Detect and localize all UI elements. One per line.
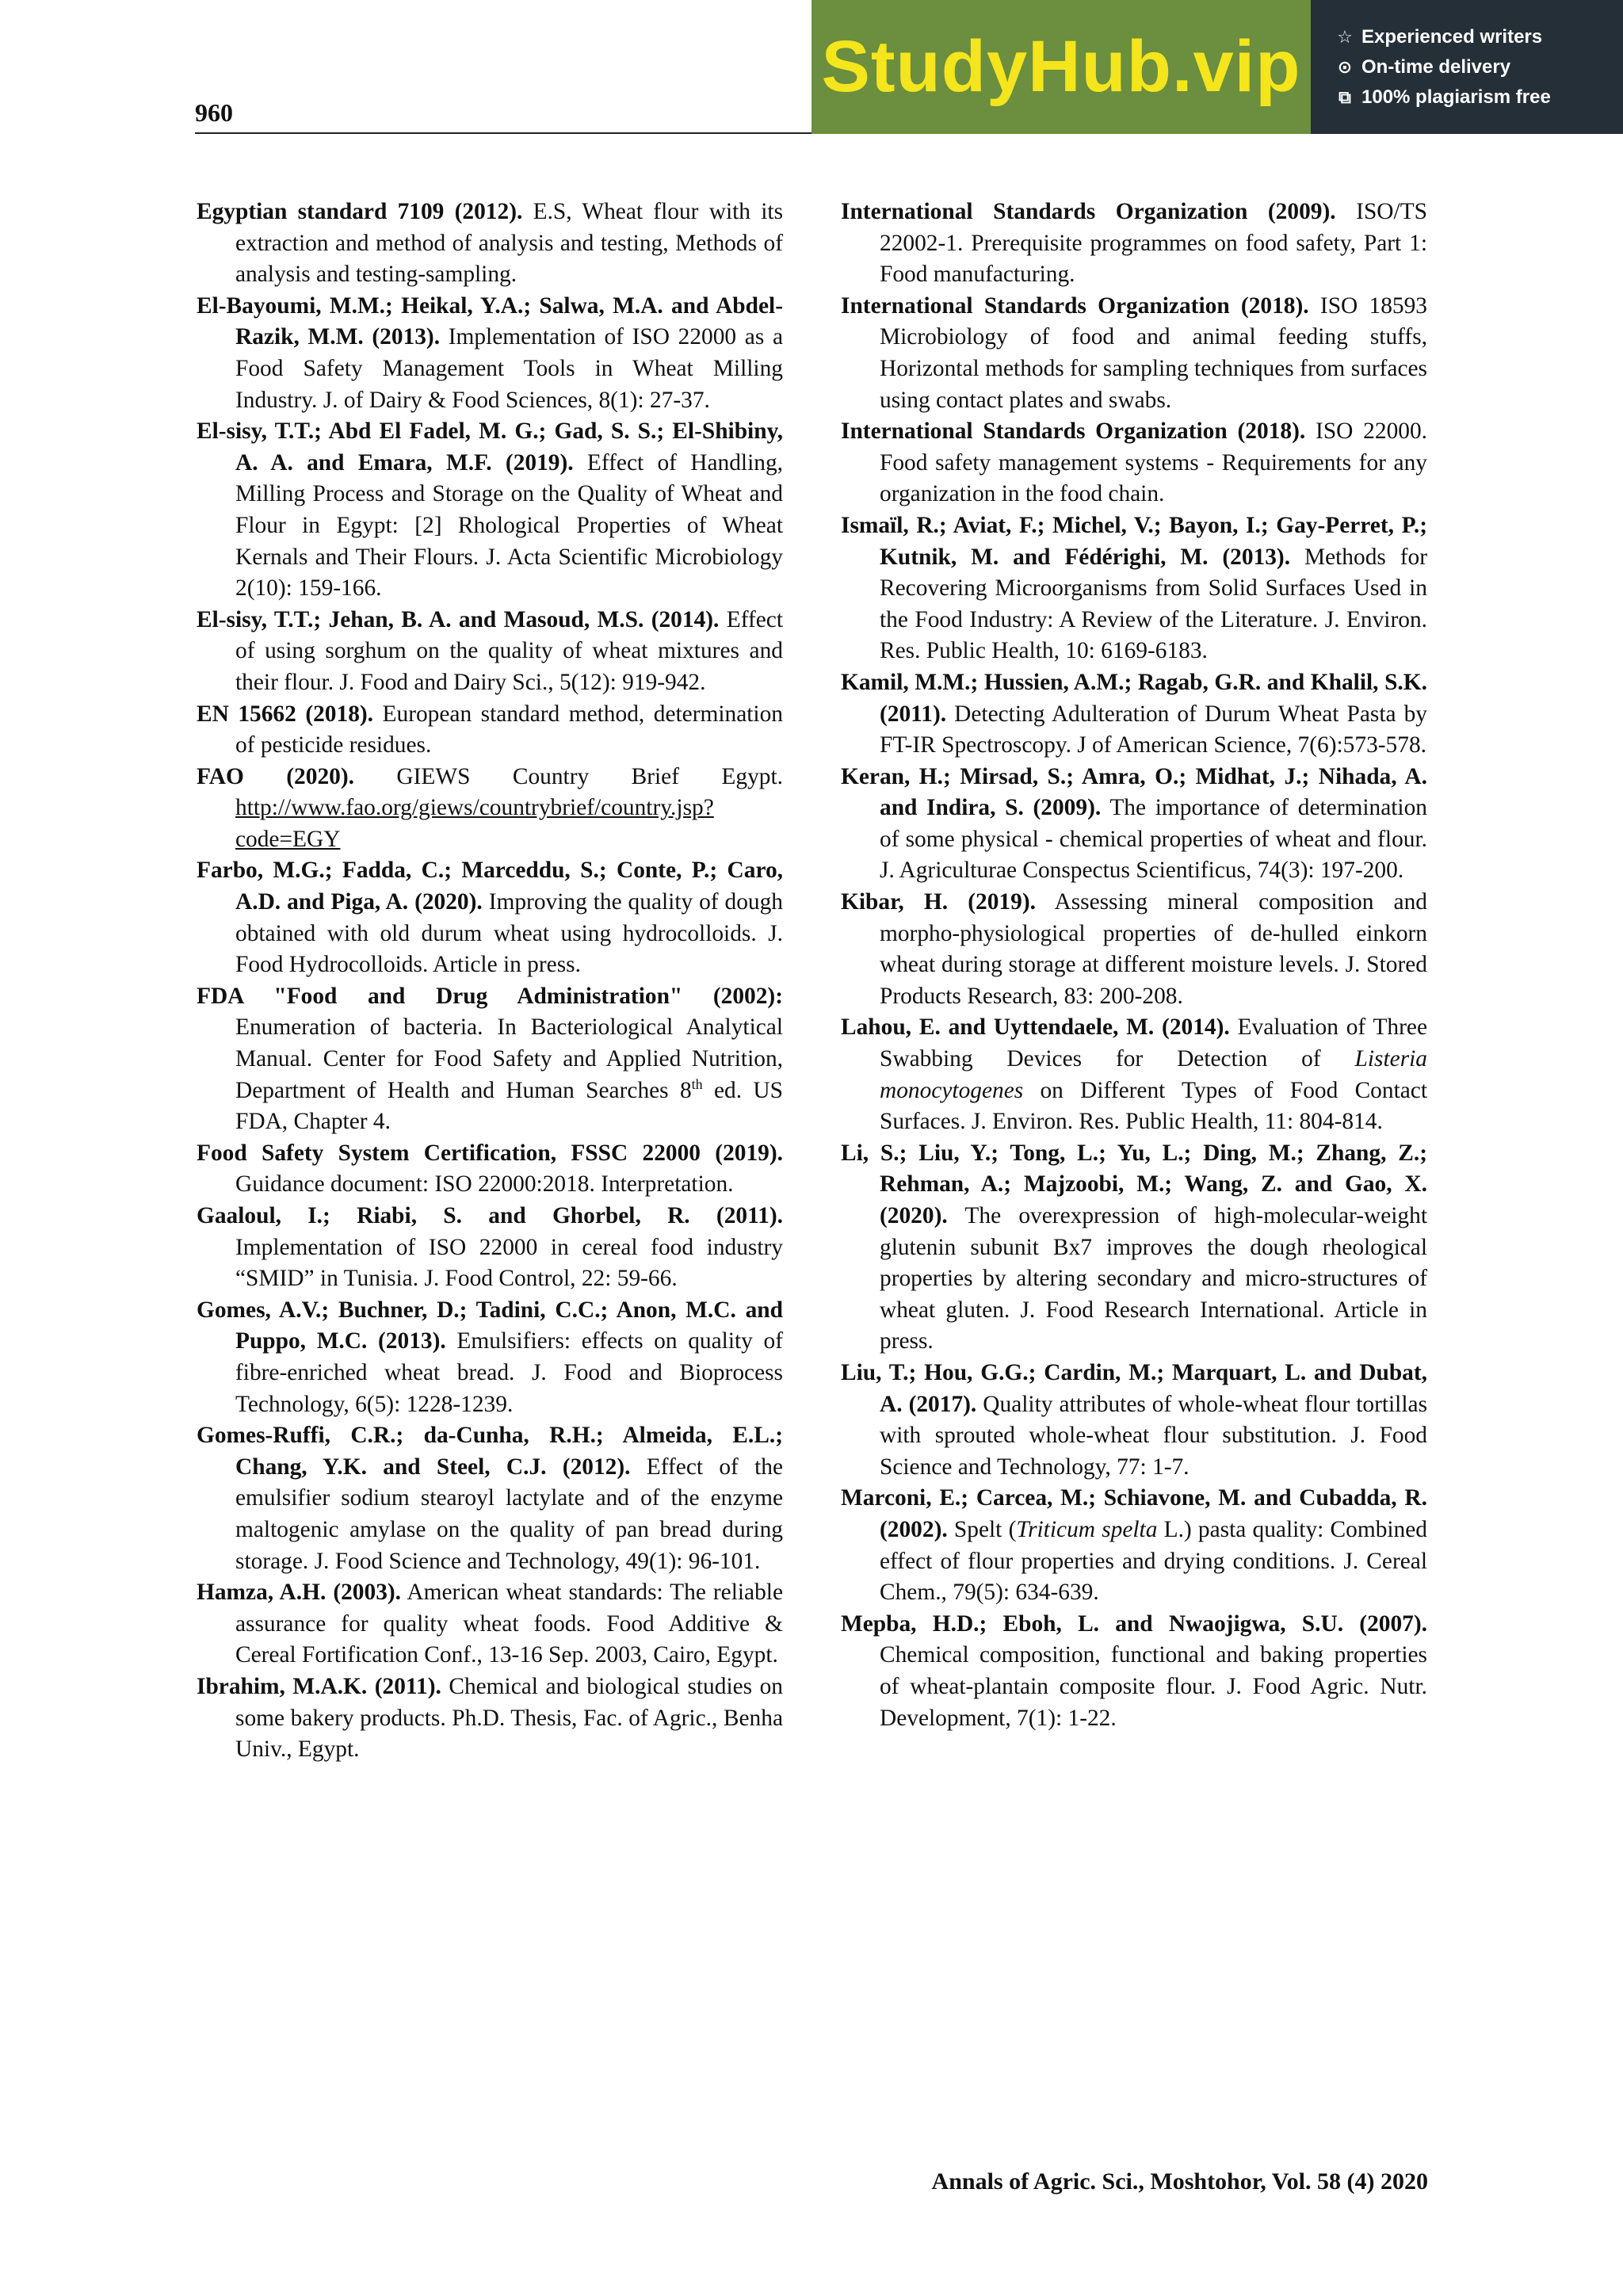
reference-text: ISO/TS 22002-1. Prerequisite programmes on food safety, Part 1: Food manufacturing. xyxy=(880,199,1427,288)
reference-authors: Farbo, M.G.; Fadda, C.; Marceddu, S.; Conte, P.; Caro, A.D. and Piga, A. (2020). xyxy=(197,858,783,915)
reference-authors: Gomes-Ruffi, C.R.; da-Cunha, R.H.; Almeida, E.L.; Chang, Y.K. and Steel, C.J. (2012). xyxy=(197,1423,783,1480)
reference-text: European standard method, determination of pesticide residues. xyxy=(235,701,783,758)
reference-link[interactable]: http://www.fao.org/giews/countrybrief/country.jsp?code=EGY xyxy=(235,795,714,852)
reference-authors: El-sisy, T.T.; Jehan, B. A. and Masoud, M.S. (2014). xyxy=(197,606,720,632)
reference-text-after: L.) pasta quality: Combined effect of flour properties and drying conditions. J. Cereal Chem., 79(5): 634-639. xyxy=(880,1516,1427,1606)
reference-authors: International Standards Organization (2009). xyxy=(841,199,1336,224)
reference-text: Effect of the emulsifier sodium stearoyl lactylate and of the enzyme maltogenic amylase on the quality of pan bread during storage. J. Food Science and Technology, 49(1): 96-101. xyxy=(235,1454,784,1574)
reference-authors: FAO (2020). xyxy=(197,763,354,789)
reference-italic: Listeria monocytogenes xyxy=(880,1046,1427,1103)
reference-authors: International Standards Organization (2018). xyxy=(841,418,1306,445)
reference-authors: Ismaïl, R.; Aviat, F.; Michel, V.; Bayon, I.; Gay-Perret, P.; Kutnik, M. and Fédérighi, M. (2013). xyxy=(841,512,1427,570)
reference-text: Implementation of ISO 22000 as a Food Safety Management Tools in Wheat Milling Industry. J. of Dairy & Food Sciences, 8(1): 27-37. xyxy=(235,324,783,413)
banner-feature-text: 100% plagiarism free xyxy=(1361,86,1551,108)
reference-text: GIEWS Country Brief Egypt. xyxy=(353,763,783,789)
reference-text: Emulsifiers: effects on quality of fibre-enriched wheat bread. J. Food and Bioprocess Technology, 6(5): 1228-1239. xyxy=(235,1328,783,1417)
reference-authors: Keran, H.; Mirsad, S.; Amra, O.; Midhat, J.; Nihada, A. and Indira, S. (2009). xyxy=(841,763,1427,821)
reference-entry xyxy=(841,197,1427,291)
reference-text: Implementation of ISO 22000 in cereal food industry “SMID” in Tunisia. J. Food Control, 22: 59-66. xyxy=(235,1234,783,1292)
copy-icon: ⧉ xyxy=(1338,86,1351,107)
reference-entry xyxy=(197,1577,783,1671)
reference-italic: Triticum spelta xyxy=(1016,1516,1158,1542)
reference-authors: El-Bayoumi, M.M.; Heikal, Y.A.; Salwa, M.A. and Abdel- Razik, M.M. (2013). xyxy=(197,292,783,350)
reference-entry xyxy=(197,1671,783,1766)
reference-text: ISO 18593 Microbiology of food and animal feeding stuffs, Horizontal methods for sampling techniques from surfaces using contact plates and swabs. xyxy=(880,292,1428,413)
reference-entry xyxy=(197,416,783,605)
reference-entry xyxy=(841,1609,1427,1734)
banner-feature xyxy=(1335,86,1623,109)
journal-footer: Annals of Agric. Sci., Moshtohor, Vol. 58 (4) 2020 xyxy=(931,2168,1428,2195)
reference-text: Enumeration of bacteria. In Bacteriological Analytical Manual. Center for Food Safety and Applied Nutrition, Department of Health and Human Searches 8 xyxy=(235,1014,783,1103)
reference-entry xyxy=(197,699,783,762)
reference-entry xyxy=(197,291,783,416)
reference-authors: Gaaloul, I.; Riabi, S. and Ghorbel, R. (2011). xyxy=(197,1203,783,1228)
studyhub-banner[interactable] xyxy=(812,0,1623,134)
reference-text-after: ed. US FDA, Chapter 4. xyxy=(235,1077,783,1135)
reference-entry xyxy=(841,1138,1427,1358)
reference-authors: Egyptian standard 7109 (2012). xyxy=(197,199,523,224)
reference-superscript: th xyxy=(691,1075,703,1092)
reference-entry xyxy=(841,887,1427,1012)
reference-entry xyxy=(841,762,1427,887)
reference-text: Spelt ( xyxy=(947,1516,1017,1542)
reference-text: Chemical and biological studies on some bakery products. Ph.D. Thesis, Fac. of Agric., Benha Univ., Egypt. xyxy=(235,1673,783,1763)
reference-text: Improving the quality of dough obtained with old durum wheat using hydrocolloids. J. Food Hydrocolloids. Article in press. xyxy=(235,889,784,978)
banner-feature xyxy=(1335,56,1623,78)
reference-authors: Lahou, E. and Uyttendaele, M. (2014). xyxy=(841,1014,1230,1041)
reference-entry xyxy=(197,1138,783,1201)
reference-entry xyxy=(197,605,783,699)
reference-text: Effect of Handling, Milling Process and Storage on the Quality of Wheat and Flour in Egypt: [2] Rhological Properties of Wheat Kernals and Their Flours. J. Acta Scientific Microbiology 2(10): 159-166. xyxy=(235,449,783,602)
reference-authors: Kamil, M.M.; Hussien, A.M.; Ragab, G.R. and Khalil, S.K. (2011). xyxy=(841,669,1427,727)
reference-entry xyxy=(197,1295,783,1420)
reference-authors: Food Safety System Certification, FSSC 22000 (2019). xyxy=(197,1140,783,1166)
references-left-column xyxy=(197,197,783,1766)
reference-text: Quality attributes of whole-wheat flour tortillas with sprouted whole-wheat flour substitution. J. Food Science and Technology, 77: 1-7. xyxy=(880,1391,1428,1480)
reference-authors: Mepba, H.D.; Eboh, L. and Nwaojigwa, S.U. (2007). xyxy=(841,1610,1427,1637)
reference-entry xyxy=(197,1420,783,1577)
reference-text: ISO 22000. Food safety management systems - Requirements for any organization in the food chain. xyxy=(880,418,1427,507)
reference-entry xyxy=(841,510,1427,667)
reference-text: Guidance document: ISO 22000:2018. Interpretation. xyxy=(235,1171,734,1198)
banner-feature xyxy=(1335,26,1623,48)
reference-text: American wheat standards: The reliable assurance for quality wheat foods. Food Additive & Cereal Fortification Conf., 13-16 Sep. 2003, Cairo, Egypt. xyxy=(235,1580,783,1668)
reference-authors: EN 15662 (2018). xyxy=(197,701,374,727)
references-right-column xyxy=(841,197,1427,1734)
reference-authors: El-sisy, T.T.; Abd El Fadel, M. G.; Gad, S. S.; El-Shibiny, A. A. and Emara, M.F. (2019). xyxy=(197,418,783,476)
reference-text: E.S, Wheat flour with its extraction and method of analysis and testing, Methods of analysis and testing-sampling. xyxy=(235,199,784,288)
reference-entry xyxy=(841,1483,1427,1608)
reference-entry xyxy=(197,762,783,856)
reference-authors: International Standards Organization (2018). xyxy=(841,292,1309,319)
reference-text: Methods for Recovering Microorganisms from Solid Surfaces Used in the Food Industry: A Review of the Literature. J. Environ. Res. Public Health, 10: 6169-6183. xyxy=(880,544,1427,664)
page-number: 960 xyxy=(195,98,233,127)
clock-icon: ⊙ xyxy=(1337,56,1353,77)
reference-entry xyxy=(841,667,1427,762)
banner-logo[interactable] xyxy=(812,0,1311,134)
reference-text: The importance of determination of some physical - chemical properties of wheat and flour. J. Agriculturae Conspectus Scientificus, 74(3): 197-200. xyxy=(880,795,1427,884)
reference-entry xyxy=(841,1012,1427,1137)
reference-authors: Ibrahim, M.A.K. (2011). xyxy=(197,1673,441,1699)
reference-entry xyxy=(197,197,783,291)
reference-entry xyxy=(197,981,783,1138)
reference-authors: Hamza, A.H. (2003). xyxy=(197,1580,402,1606)
reference-authors: Kibar, H. (2019). xyxy=(841,889,1036,915)
banner-features xyxy=(1311,0,1623,134)
reference-entry xyxy=(841,416,1427,510)
banner-logo-text: StudyHub.vip xyxy=(821,26,1301,107)
reference-text: Chemical composition, functional and baking properties of wheat-plantain composite flour. J. Food Agric. Nutr. Development, 7(1): 1-22. xyxy=(880,1642,1427,1731)
reference-text: Evaluation of Three Swabbing Devices for Detection of xyxy=(880,1014,1428,1072)
reference-authors: Liu, T.; Hou, G.G.; Cardin, M.; Marquart, L. and Dubat, A. (2017). xyxy=(841,1359,1427,1417)
reference-text-after: on Different Types of Food Contact Surfaces. J. Environ. Res. Public Health, 11: 804-814. xyxy=(880,1077,1427,1135)
reference-entry xyxy=(841,291,1427,416)
reference-entry xyxy=(841,1358,1427,1483)
banner-feature-text: Experienced writers xyxy=(1361,25,1543,48)
reference-text: The overexpression of high-molecular-weight glutenin subunit Bx7 improves the dough rheological properties by altering secondary and micro-structures of wheat gluten. J. Food Research International. Article in press. xyxy=(880,1203,1427,1354)
star-icon: ☆ xyxy=(1337,26,1353,47)
reference-text: Assessing mineral composition and morpho-physiological properties of de-hulled einkorn wheat during storage at different moisture levels. J. Stored Products Research, 83: 200-208. xyxy=(880,889,1427,1009)
banner-feature-text: On-time delivery xyxy=(1361,55,1511,78)
reference-authors: Li, S.; Liu, Y.; Tong, L.; Yu, L.; Ding, M.; Zhang, Z.; Rehman, A.; Majzoobi, M.; Wang, Z. and Gao, X. (2020). xyxy=(841,1140,1427,1228)
reference-entry xyxy=(197,855,783,980)
reference-entry xyxy=(197,1201,783,1295)
reference-authors: Marconi, E.; Carcea, M.; Schiavone, M. and Cubadda, R. (2002). xyxy=(841,1485,1427,1542)
reference-text: Detecting Adulteration of Durum Wheat Pasta by FT-IR Spectroscopy. J of American Science, 7(6):573-578. xyxy=(880,701,1427,758)
reference-text: Effect of using sorghum on the quality of wheat mixtures and their flour. J. Food and Dairy Sci., 5(12): 919-942. xyxy=(235,606,783,695)
reference-authors: FDA "Food and Drug Administration" (2002): xyxy=(197,983,783,1009)
reference-authors: Gomes, A.V.; Buchner, D.; Tadini, C.C.; Anon, M.C. and Puppo, M.C. (2013). xyxy=(197,1297,783,1354)
